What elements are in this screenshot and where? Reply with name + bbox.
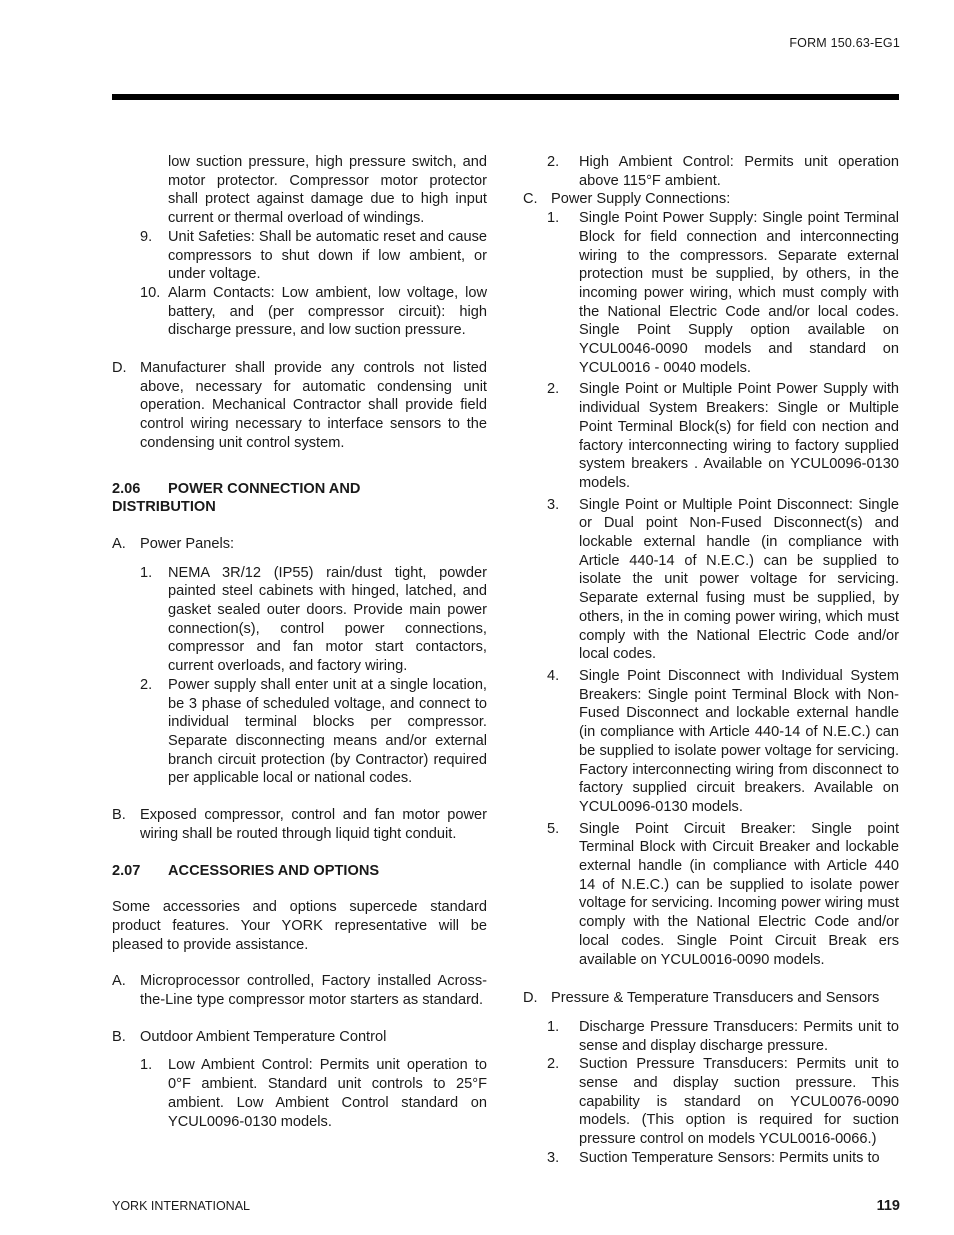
list-item-a2: 2. Power supply shall enter unit at a single location, be 3 phase of scheduled voltage, and connect to individual terminal blocks per compressor. Separate disconnecting means and/or external branch circuit protection (by Contractor) required per applicable local or national codes. [140,676,487,787]
continued-item-text: low suction pressure, high pressure switch, and motor protector. Compressor motor protector shall protect against damage due to high input current or thermal overload of windings. [168,154,487,227]
list-item-c: C. Power Supply Connections: [523,191,731,208]
section-heading-2-07: 2.07 ACCESSORIES AND OPTIONS [112,862,380,879]
list-item-a1: 1. NEMA 3R/12 (IP55) rain/dust tight, powder painted steel cabinets with hinged, latched, and gasket sealed outer doors. Provide main power connection(s), control power connections, compressor and fan motor start contactors, current overloads, and factory wiring. [140,564,487,675]
list-item-b1: 1. Low Ambient Control: Permits unit operation to 0°F ambient. Standard unit controls to 25°F ambient. Low Ambient Control standard on YCUL0096-0130 models. [140,1057,487,1130]
right-column [523,153,899,1168]
page-number: 119 [876,1198,900,1214]
list-item-c5: 5. Single Point Circuit Breaker: Single point Terminal Block with Circuit Breaker and lockable external handle (in compliance with Article 440 14 of N.E.C.) can be supplied to isolate power voltage for servicing. Incoming power wiring must comply with the National Electric Code and/or local codes. Single Point Circuit Break ers available on YCUL0016-0090 models. [547,820,899,968]
list-item-d3: 3. Suction Temperature Sensors: Permits units to [547,1149,880,1166]
list-item-c4: 4. Single Point Disconnect with Individual System Breakers: Single point Terminal Block with Non-Fused Disconnect and lockable external handle (in compliance with Article 440-14 of N.E.C.) can be supplied to isolate power voltage for servicing. Factory interconnecting wiring from disconnect to factory supplied circuit breakers. Available on YCUL0096-0130 models. [547,667,899,815]
form-number: FORM 150.63-EG1 [789,36,900,50]
list-item-d1: 1. Discharge Pressure Transducers: Permits unit to sense and display discharge pressure. [547,1018,899,1054]
list-item-10: 10. Alarm Contacts: Low ambient, low voltage, low battery, and (per compressor circuit): high discharge pressure, and low suction pressure. [140,284,487,339]
list-item-d2: 2. Suction Pressure Transducers: Permits unit to sense and display suction pressure. This capability is standard on YCUL0076-0090 models. (This option is required for suction pressure control on models YCUL0016-0066.) [547,1056,899,1148]
list-item-a-power-panels: A. Power Panels: [112,535,235,552]
list-item-b-wiring: B. Exposed compressor, control and fan motor power wiring shall be routed through liquid tight conduit. [112,807,487,842]
list-item-b2: 2. High Ambient Control: Permits unit operation above 115°F ambient. [547,154,899,189]
list-item-9: 9. Unit Safeties: Shall be automatic reset and cause compressors to shut down if low ambient, or under voltage. [140,228,487,283]
header-rule [112,94,899,100]
list-item-d: D. Manufacturer shall provide any controls not listed above, necessary for automatic condensing unit operation. Mechanical Contractor shall provide field control wiring necessary to interface sensors to the condensing unit control system. [112,360,487,451]
list-item-c2: 2. Single Point or Multiple Point Power Supply with individual System Breakers: Single or Multiple Point Terminal Block(s) for field con nection and factory interconnecting wiring to factory supplied system breakers . Available on YCUL0096-0130 models. [547,381,899,491]
accessories-intro: Some accessories and options supercede standard product features. Your YORK representative will be pleased to provide assistance. [112,899,487,953]
list-item-a-starters: A. Microprocessor controlled, Factory installed Across-the-Line type compressor motor starters as standard. [112,973,487,1009]
list-item-c3: 3. Single Point or Multiple Point Disconnect: Single or Dual point Non-Fused Disconnect(s) and lockable external handle (in compliance with Article 440-14 of N.E.C.) can be supplied to isolate the unit power voltage for servicing. Separate external fusing must be supplied, by others, in the in coming power wiring, which must comply with the National Electric Code and/or local codes. [547,496,899,663]
list-item-b-ambient: B. Outdoor Ambient Temperature Control [112,1028,387,1045]
footer-company: YORK INTERNATIONAL [112,1199,250,1213]
list-item-d-transducers: D. Pressure & Temperature Transducers and Sensors [523,990,880,1007]
list-item-c1: 1. Single Point Power Supply: Single point Terminal Block for field connection and interconnecting wiring to the compressors. Separate external protection must be supplied, by others, in the incoming power wiring, which must comply with the National Electric Code and/or local codes. Single Point Supply option available on YCUL0046-0090 models and standard on YCUL0016 - 0040 models. [547,210,899,376]
section-heading-2-06: 2.06 POWER CONNECTION AND DISTRIBUTION [112,480,361,516]
left-column [112,153,487,1131]
